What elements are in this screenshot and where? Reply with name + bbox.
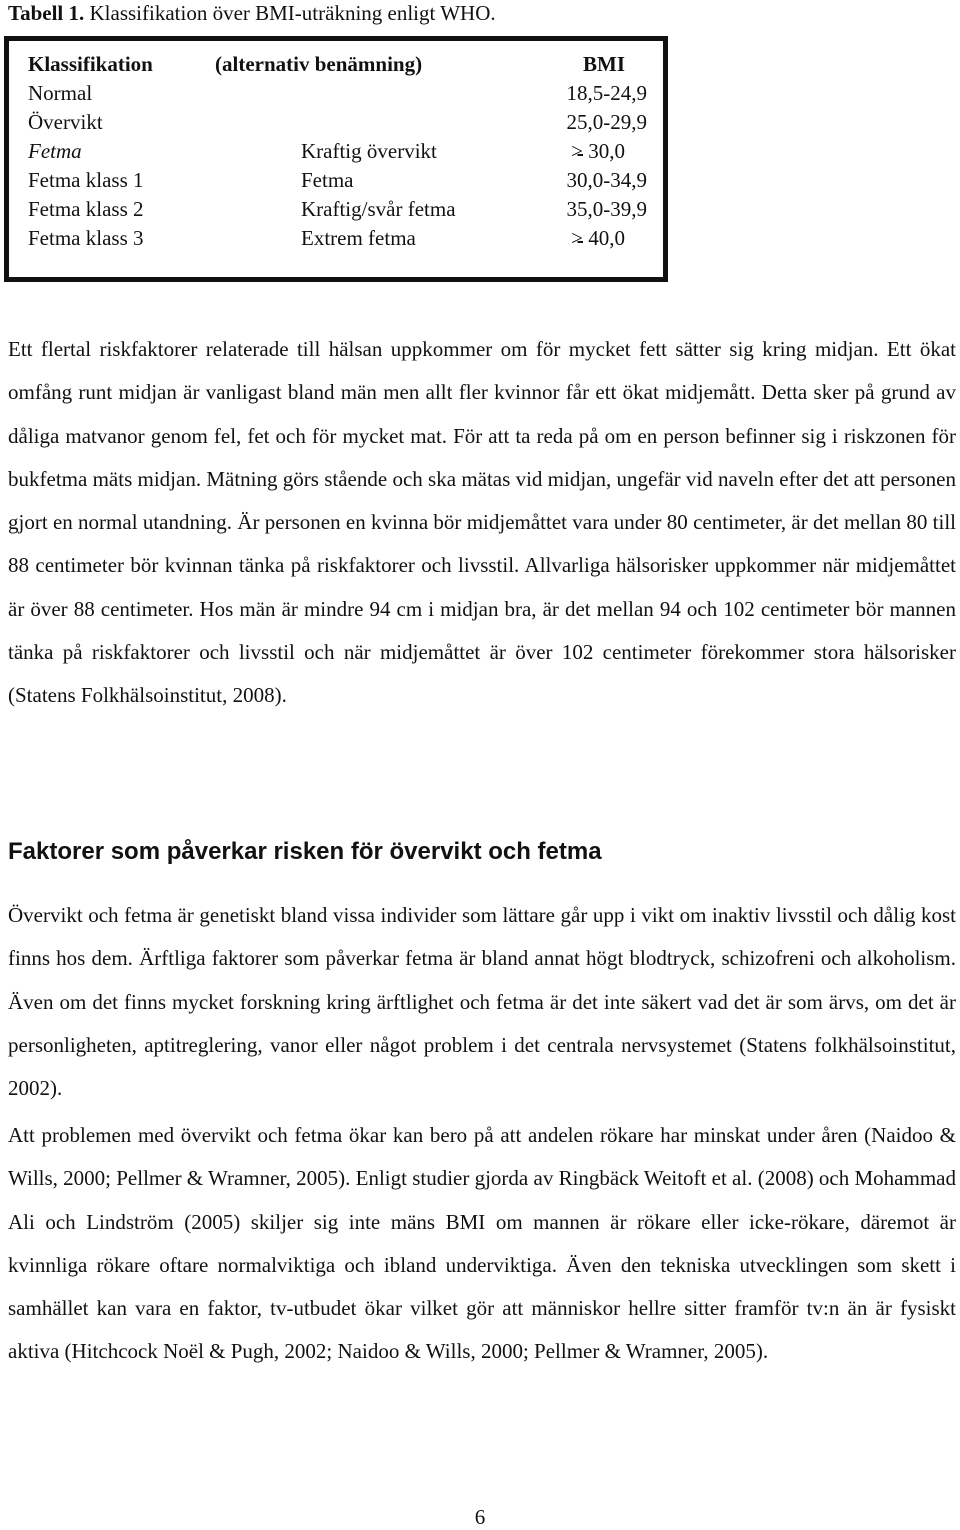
table-row: [9, 108, 663, 137]
page-number: 6: [474, 1505, 486, 1529]
row-bmi-value: 18,5-24,9: [566, 81, 647, 105]
row-klass: Fetma: [28, 139, 82, 163]
table-caption: [8, 0, 496, 26]
row-klass: Fetma klass 3: [28, 226, 144, 250]
row-bmi-prefix: >: [571, 139, 583, 163]
row-klass: Fetma klass 2: [28, 197, 144, 221]
row-alt: Fetma: [301, 168, 354, 192]
table-row: [9, 137, 663, 166]
table-caption-text: Klassifikation över BMI-uträkning enligt WHO.: [84, 1, 496, 25]
row-bmi-value: 35,0-39,9: [566, 197, 647, 221]
row-klass: Fetma klass 1: [28, 168, 144, 192]
row-bmi: [567, 195, 648, 224]
paragraph-midjematt: Ett flertal riskfaktorer relaterade till hälsan uppkommer om för mycket fett sätter sig kring midjan. Ett ökat omfång runt midjan är vanligast bland män men allt fler kvinnor får ett ökat midjemått. Detta sker på grund av dåliga matvanor genom fel, fet och för mycket mat. För att ta reda på om en person befinner sig i riskzonen för bukfetma mäts midjan. Mätning görs stående och ska mätas vid midjan, ungefär vid naveln efter det att personen gjort en normal utandning. Är personen en kvinna bör midjemåttet vara under 80 centimeter, är det mellan 80 till 88 centimeter bör kvinnan tänka på riskfaktorer och livsstil. Allvarliga hälsorisker uppkommer när midjemåttet är över 88 centimeter. Hos män är mindre 94 cm i midjan bra, är det mellan 94 och 102 centimeter bör mannen tänka på riskfaktorer och livsstil och när midjemåttet är över 102 centimeter förekommer stora hälsorisker (Statens Folkhälsoinstitut, 2008).: [8, 337, 956, 708]
header-alternativ-benamning: (alternativ benämning): [215, 52, 423, 76]
row-bmi: [567, 108, 648, 137]
paragraph-arftlighet: Övervikt och fetma är genetiskt bland vissa individer som lättare går upp i vikt om inaktiv livsstil och dålig kost finns hos dem. Ärftliga faktorer som påverkar fetma är bland annat högt blodtryck, schizofreni och alkoholism. Även om det finns mycket forskning kring ärftlighet och fetma är det inte säkert vad det är som ärvs, om det är personligheten, aptitreglering, vanor eller något problem i det centrala nervsystemet (Statens folkhälsoinstitut, 2002).: [8, 903, 956, 1101]
table-row: [9, 195, 663, 224]
row-alt: Extrem fetma: [301, 226, 416, 250]
row-bmi-value: 40,0: [583, 226, 625, 250]
row-bmi: [567, 79, 648, 108]
table-caption-label: Tabell 1.: [8, 1, 85, 25]
table-header-row: [9, 50, 663, 79]
paragraph-rokning-livsstil: Att problemen med övervikt och fetma ökar kan bero på att andelen rökare har minskat under åren (Naidoo & Wills, 2000; Pellmer & Wramner, 2005). Enligt studier gjorda av Ringbäck Weitoft et al. (2008) och Mohammad Ali och Lindström (2005) skiljer sig inte mäns BMI om mannen är rökare eller icke-rökare, däremot är kvinnliga rökare oftare normalviktiga och ibland underviktiga. Även den tekniska utvecklingen som skett i samhället kan vara en faktor, tv-utbudet ökar vilket gör att människor hellre sitter framför tv:n än är fysiskt aktiva (Hitchcock Noël & Pugh, 2002; Naidoo & Wills, 2000; Pellmer & Wramner, 2005).: [8, 1123, 956, 1364]
row-bmi-prefix: >: [571, 226, 583, 250]
section-heading: Faktorer som påverkar risken för övervikt och fetma: [8, 838, 602, 865]
row-klass: Övervikt: [28, 110, 103, 134]
row-bmi: [567, 166, 648, 195]
row-bmi-value: 30,0-34,9: [566, 168, 647, 192]
row-bmi: [571, 224, 625, 253]
row-bmi-value: 25,0-29,9: [566, 110, 647, 134]
bmi-classification-table: [4, 36, 668, 282]
table-row: [9, 224, 663, 253]
header-klassifikation: Klassifikation: [28, 52, 153, 76]
row-alt: Kraftig/svår fetma: [301, 197, 456, 221]
row-bmi-value: 30,0: [583, 139, 625, 163]
row-bmi: [571, 137, 625, 166]
header-bmi: BMI: [583, 52, 625, 76]
table-row: [9, 79, 663, 108]
row-klass: Normal: [28, 81, 93, 105]
row-alt: Kraftig övervikt: [301, 139, 437, 163]
table-row: [9, 166, 663, 195]
